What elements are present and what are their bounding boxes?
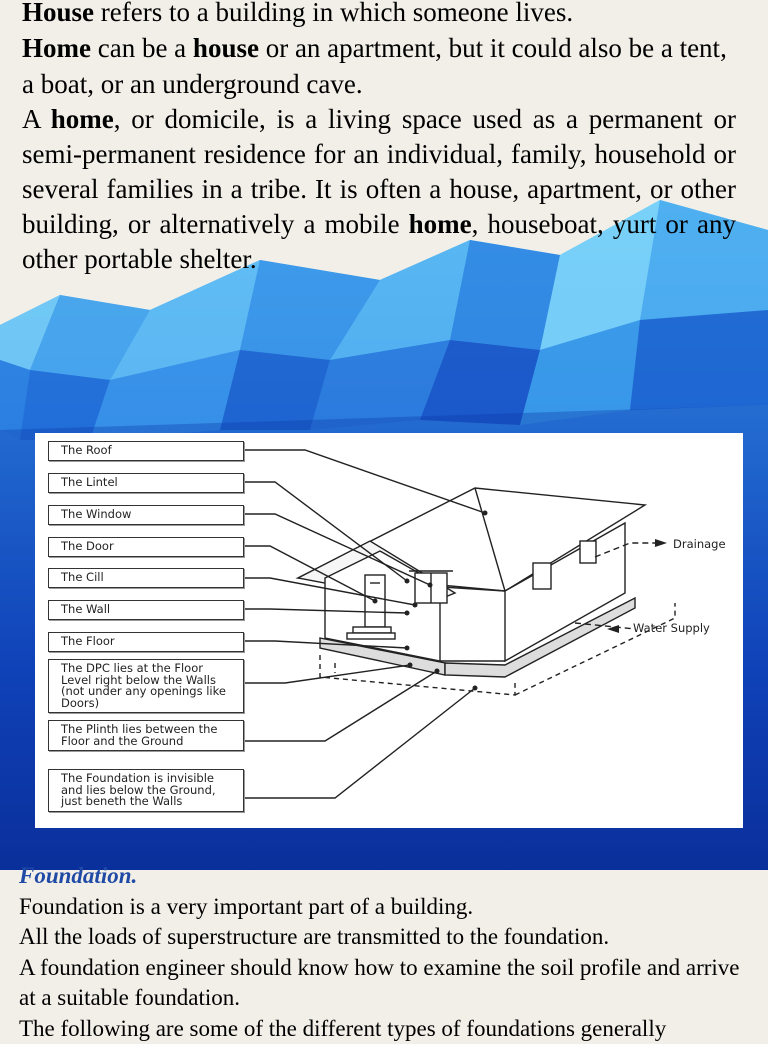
home-paragraph-term-1: home [51, 104, 114, 134]
label-drainage: Drainage [673, 537, 726, 551]
home-paragraph [22, 102, 736, 277]
house-term-2: house [193, 33, 259, 63]
home-paragraph-end: , houseboat, yurt or any other portable shelter. [22, 209, 736, 274]
foundation-line-3: A foundation engineer should know how to examine the soil profile and arrive at a suitable foundation. [19, 953, 749, 1014]
intro-text [22, 0, 736, 277]
home-paragraph-middle: , or domicile, is a living space used as a permanent or semi-permanent residence for an individual, family, household or several families in a tribe. It is often a house, apartment, or other building, or alternatively a mobile [22, 104, 736, 239]
label-cill: The Cill [48, 568, 244, 588]
foundation-line-2: All the loads of superstructure are transmitted to the foundation. [19, 922, 749, 953]
house-parts-diagram [35, 433, 743, 828]
label-window: The Window [48, 505, 244, 525]
home-paragraph-term-2: home [409, 209, 472, 239]
home-term: Home [22, 33, 91, 63]
label-door: The Door [48, 537, 244, 557]
foundation-heading: Foundation. [19, 861, 749, 892]
home-definition [22, 30, 736, 102]
house-term: House [22, 0, 94, 27]
home-definition-text-1: can be a [91, 33, 193, 63]
label-foundation: The Foundation is invisible and lies below the Ground, just beneth the Walls [48, 769, 244, 812]
label-roof: The Roof [48, 441, 244, 461]
label-lintel: The Lintel [48, 473, 244, 493]
label-floor: The Floor [48, 632, 244, 652]
house-definition [22, 0, 736, 30]
foundation-section [19, 861, 749, 1044]
label-dpc: The DPC lies at the Floor Level right below the Walls (not under any openings like Doors) [48, 659, 244, 713]
house-definition-text: refers to a building in which someone lives. [94, 0, 573, 27]
label-wall: The Wall [48, 600, 244, 620]
label-plinth: The Plinth lies between the Floor and the Ground [48, 720, 244, 751]
home-definition-text-2: or an apartment, but it could also be a tent, a boat, or an underground cave. [22, 33, 727, 99]
home-paragraph-start: A [22, 104, 51, 134]
label-water-supply: Water Supply [633, 621, 710, 635]
foundation-line-1: Foundation is a very important part of a building. [19, 892, 749, 923]
foundation-line-4: The following are some of the different types of foundations generally [19, 1014, 749, 1044]
